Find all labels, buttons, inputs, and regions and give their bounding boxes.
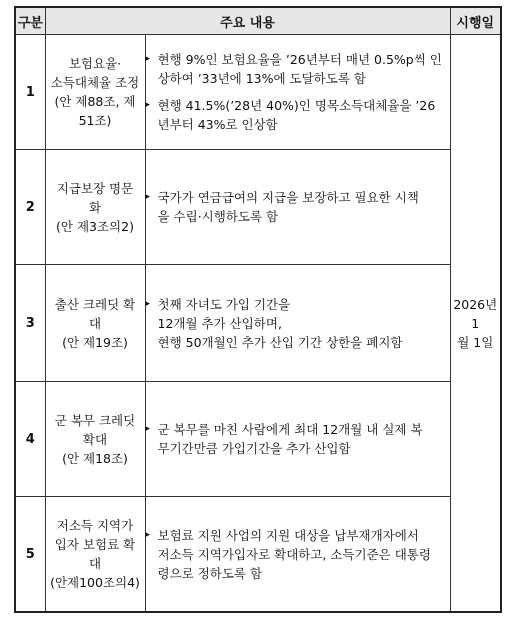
row-title [45,265,145,382]
triangle-right-icon: ▸ [145,298,151,309]
bullet-text [158,420,450,458]
bullet-text-line: 현행 41.5%(’28년 40%)인 명목소득대체율을 ’26 [157,98,436,113]
row-title-line: 지급보장 명문 [56,180,134,196]
table-row [15,35,501,150]
row-title-line: (안제100조의4) [50,575,140,590]
row-title-line: (안 제18조) [62,450,128,466]
effective-date-line: 월 1일 [457,334,494,350]
row-title-line: 화 [88,199,102,215]
bullet-text-line: 12개월 추가 산입하며, [157,315,282,331]
row-title [45,150,145,265]
bullet-item [146,420,450,458]
bullet-text-line: 무기간만큼 가입기간을 추가 산입함 [157,441,351,456]
bullet-text-line: 현행 9%인 보험요율을 ’26년부터 매년 0.5%p씩 인 [157,52,442,67]
bullet-item [146,188,450,226]
row-content [145,35,450,150]
row-content [145,265,450,382]
bullet-text-line: 을 수립·시행하도록 함 [157,209,279,224]
triangle-right-icon: ▸ [145,192,151,202]
bullet-item [146,295,450,352]
effective-date-cell [450,35,501,613]
row-content [145,150,450,265]
bullet-text-line: 상하여 ’33년에 13%에 도달하도록 함 [157,71,366,86]
bullet-text [158,96,450,134]
row-title-line: (안 제19조) [62,334,128,350]
row-title-line: 출산 크레딧 확 [54,296,136,312]
bullet-item [146,526,450,583]
bullet-item [146,96,450,134]
bullet-text-line: 군 복무를 마친 사람에게 최대 12개월 내 실제 복 [157,422,423,437]
header-category: 구분 [15,7,45,35]
reform-summary-table [14,6,502,613]
row-title [45,497,145,613]
effective-date-line: 2026년 1 [453,296,498,331]
triangle-right-icon: ▸ [145,424,151,434]
row-number: 4 [15,382,45,497]
row-title-line: 입자 보험료 확 [54,537,136,552]
table-row [15,150,501,265]
table-row [15,265,501,382]
bullet-text-line: 국가가 연금급여의 지급을 보장하고 필요한 시책 [157,190,419,205]
row-title-line: 대 [88,556,102,571]
row-number: 2 [15,150,45,265]
row-title-line: (안 제88조, 제 [54,94,136,109]
row-title-line: (안 제3조의2) [56,218,134,234]
bullet-text [158,188,450,226]
row-title [45,382,145,497]
bullet-item [146,50,450,88]
row-title-line: 대 [88,315,102,331]
row-number: 3 [15,265,45,382]
row-title [45,35,145,150]
row-content [145,382,450,497]
table-row [15,382,501,497]
bullet-text [158,526,450,583]
row-title-line: 보험요율· [68,56,122,71]
bullet-text-line: 보험료 지원 사업의 지원 대상을 납부재개자에서 [157,527,419,543]
bullet-text-line: 령으로 정하도록 함 [157,565,263,581]
bullet-text-line: 현행 50개월인 추가 산입 기간 상한을 폐지함 [157,334,403,350]
header-main-content: 주요 내용 [45,7,450,35]
row-title-line: 51조) [78,113,112,128]
row-number: 5 [15,497,45,613]
bullet-text-line: 저소득 지역가입자로 확대하고, 소득기준은 대통령 [157,546,431,562]
table-row [15,497,501,613]
triangle-right-icon: ▸ [145,100,151,110]
bullet-text [158,50,450,88]
row-content [145,497,450,613]
bullet-text-line: 년부터 43%로 인상함 [157,117,278,132]
header-row [15,7,501,35]
row-title-line: 소득대체율 조정 [50,75,140,90]
row-title-line: 저소득 지역가 [56,518,134,533]
bullet-text-line: 첫째 자녀도 가입 기간을 [157,296,291,312]
triangle-right-icon: ▸ [145,54,151,64]
row-title-line: 확대 [82,431,108,447]
row-title-line: 군 복무 크레딧 [54,412,136,428]
triangle-right-icon: ▸ [145,529,151,540]
row-number: 1 [15,35,45,150]
header-effective-date: 시행일 [450,7,501,35]
bullet-text [158,295,450,352]
